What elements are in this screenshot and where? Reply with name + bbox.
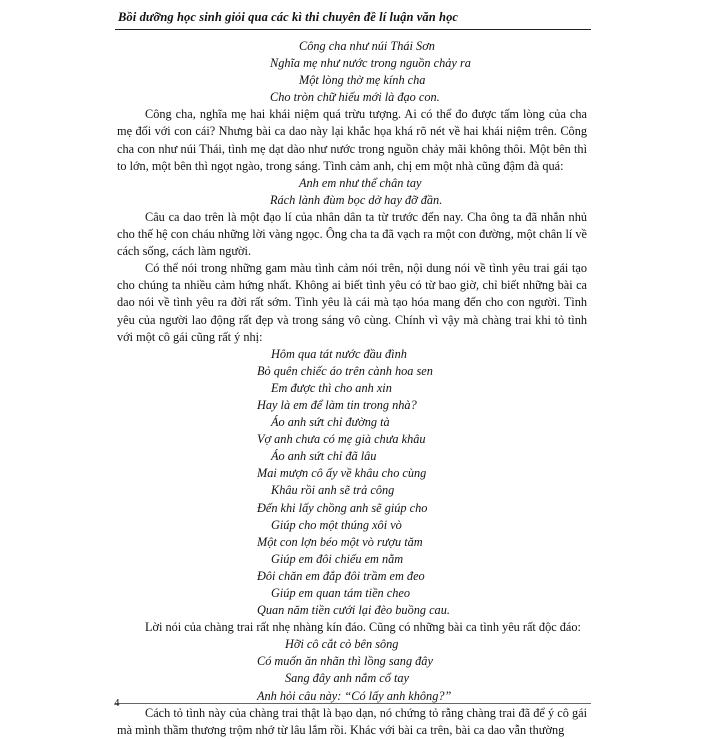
verse-line: Áo anh sứt chỉ đường tà — [271, 415, 390, 430]
verse-line: Hay là em để làm tin trong nhà? — [257, 397, 417, 412]
verse-line: Em được thì cho anh xin — [271, 380, 392, 395]
paragraph: Lời nói của chàng trai rất nhẹ nhàng kín đáo. Cũng có những bài ca tình yêu rất độc đáo: — [145, 620, 581, 635]
paragraph: Cách tỏ tình này của chàng trai thật là bạo dạn, nó chứng tỏ rằng chàng trai đã để ý cô gái mà mình thầm thương trộm nhớ từ lâu lắm rồi. Khác với bài ca trên, bài ca dao vẫn thường — [117, 705, 587, 737]
verse-line: Có muốn ăn nhãn thì lồng sang đây — [257, 654, 433, 669]
verse-line: Vợ anh chưa có mẹ già chưa khâu — [257, 432, 426, 447]
verse-line: Đến khi lấy chồng anh sẽ giúp cho — [257, 500, 428, 515]
verse-line: Áo anh sứt chỉ đã lâu — [271, 449, 377, 464]
verse-line: Nghĩa mẹ như nước trong nguồn chảy ra — [270, 56, 471, 71]
running-header: Bồi dưỡng học sinh giỏi qua các kì thi chuyên đề lí luận văn học — [118, 10, 459, 24]
verse-line: Cho tròn chữ hiếu mới là đạo con. — [270, 90, 440, 105]
verse-line: Khâu rồi anh sẽ trả công — [271, 483, 395, 498]
verse-line: Hôm qua tát nước đầu đình — [271, 346, 407, 361]
verse-line: Giúp cho một thúng xôi vò — [271, 517, 402, 532]
verse-line: Công cha như núi Thái Sơn — [299, 39, 435, 53]
verse-line: Giúp em quan tám tiền cheo — [271, 586, 410, 600]
paragraph: Có thể nói trong những gam màu tình cảm nói trên, nội dung nói về tình yêu trai gái tạo cho chúng ta nhiều cảm hứng nhất. Không ai biết tình yêu có từ bao giờ, chỉ biết những bài ca dao nói về tình yêu ra đời rất sớm. Tình yêu là cái mà tạo hóa mang đến cho con người. Tình yêu của người lao động rất đẹp và trong sáng vô cùng. Chính vì vậy mà chàng trai khi tỏ tình với một cô gái cũng rất ý nhị: — [117, 261, 587, 344]
verse-line: Hỡi cô cắt cỏ bên sông — [285, 637, 399, 652]
verse-line: Một con lợn béo một vò rượu tăm — [257, 534, 423, 549]
verse-line: Giúp em đôi chiếu em nằm — [271, 551, 404, 566]
verse-line: Mai mượn cô ấy về khâu cho cùng — [257, 466, 427, 481]
header-rule — [115, 29, 591, 30]
paragraph: Câu ca dao trên là một đạo lí của nhân dân ta từ trước đến nay. Cha ông ta đã nhắn nhủ cho thế hệ con cháu những lời vàng ngọc. Ông cha ta đã vạch ra một con đường, một chân lí về cách sống, cách làm người. — [117, 209, 587, 259]
verse-line: Một lòng thờ mẹ kính cha — [299, 73, 426, 88]
verse-line: Anh em như thể chân tay — [299, 175, 422, 190]
page-body — [117, 38, 587, 739]
verse-line: Bỏ quên chiếc áo trên cành hoa sen — [257, 363, 433, 378]
footer-rule — [115, 703, 591, 704]
page-number: 4 — [114, 697, 120, 709]
verse-line: Rách lành đùm bọc dở hay đỡ đần. — [270, 192, 443, 207]
verse-line: Anh hỏi câu này: “Có lấy anh không?” — [257, 688, 452, 703]
paragraph: Công cha, nghĩa mẹ hai khái niệm quá trừu tượng. Ai có thể đo được tấm lòng của cha mẹ đối với con cái? Nhưng bài ca dao này lại khắc họa khá rõ nét về hai khái niệm trên. Công cha con như núi Thái, tình mẹ dạt dào như nước trong nguồn chảy mãi không thôi. Một bên thì to lớn, một bên thì ngọt ngào, trong sáng. Tình cảm anh, chị em một nhà cũng đậm đà quá: — [117, 107, 587, 173]
verse-line: Đôi chăn em đắp đôi trầm em đeo — [257, 568, 425, 583]
verse-line: Sang đây anh nắm cổ tay — [285, 671, 409, 686]
verse-line: Quan năm tiền cưới lại đèo buồng cau. — [257, 603, 450, 618]
